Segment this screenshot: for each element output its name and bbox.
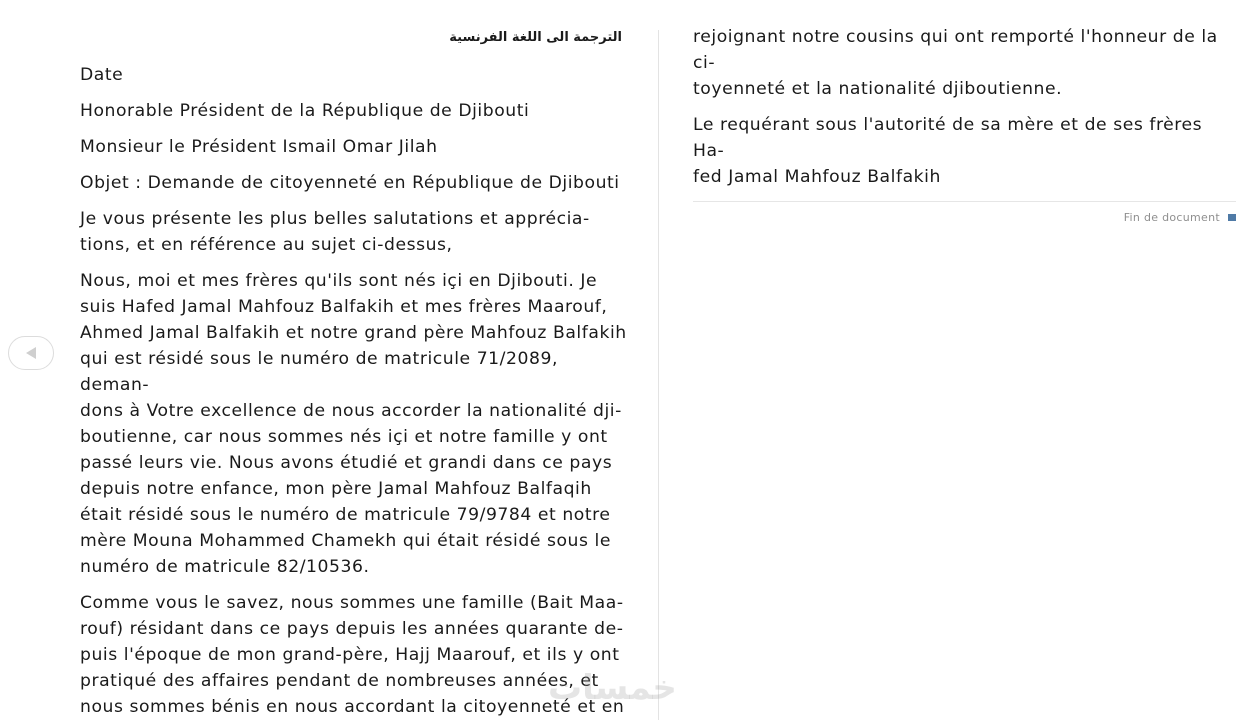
date-line: Date bbox=[80, 65, 124, 85]
text-line: Comme vous le savez, nous sommes une famille (Bait Maa- bbox=[80, 593, 624, 613]
page-right-column bbox=[693, 24, 1238, 224]
text-line: était résidé sous le numéro de matricule 79/9784 et notre bbox=[80, 505, 611, 525]
text-line: boutienne, car nous sommes nés içi et notre famille y ont bbox=[80, 427, 608, 447]
text-line: toyenneté et la nationalité djiboutienne. bbox=[693, 79, 1063, 99]
body-paragraph bbox=[693, 112, 1238, 190]
text-line: Je vous présente les plus belles salutations et apprécia- bbox=[80, 209, 590, 229]
text-line: nous sommes bénis en nous accordant la citoyenneté et en bbox=[80, 697, 625, 717]
chevron-left-icon bbox=[23, 345, 39, 361]
text-line: Nous, moi et mes frères qu'ils sont nés içi en Djibouti. Je bbox=[80, 271, 598, 291]
page-left-column bbox=[80, 24, 632, 720]
text-line: numéro de matricule 82/10536. bbox=[80, 557, 370, 577]
recipient-line: Honorable Président de la République de Djibouti bbox=[80, 101, 530, 121]
text-line: fed Jamal Mahfouz Balfakih bbox=[693, 167, 941, 187]
text-line: mère Mouna Mohammed Chamekh qui était résidé sous le bbox=[80, 531, 611, 551]
text-line: puis l'époque de mon grand-père, Hajj Maarouf, et ils y ont bbox=[80, 645, 620, 665]
column-divider bbox=[658, 30, 659, 720]
text-line: passé leurs vie. Nous avons étudié et grandi dans ce pays bbox=[80, 453, 613, 473]
end-of-document bbox=[693, 211, 1238, 224]
end-marker-icon bbox=[1228, 214, 1236, 221]
text-line: Ahmed Jamal Balfakih et notre grand père Mahfouz Balfakih bbox=[80, 323, 627, 343]
end-of-document-label: Fin de document bbox=[1123, 211, 1220, 224]
salutation-line: Monsieur le Président Ismail Omar Jilah bbox=[80, 137, 438, 157]
body-paragraph bbox=[80, 590, 632, 720]
end-divider bbox=[693, 201, 1236, 202]
text-line: depuis notre enfance, mon père Jamal Mahfouz Balfaqih bbox=[80, 479, 592, 499]
text-line: rejoignant notre cousins qui ont remporté l'honneur de la ci- bbox=[693, 27, 1218, 73]
body-paragraph bbox=[80, 268, 632, 580]
text-line: dons à Votre excellence de nous accorder la nationalité dji- bbox=[80, 401, 622, 421]
text-line: Le requérant sous l'autorité de sa mère et de ses frères Ha- bbox=[693, 115, 1203, 161]
watermark-logo: خمسات bbox=[548, 668, 677, 708]
arabic-translation-title: الترجمة الى اللغة الفرنسية bbox=[449, 30, 622, 45]
body-paragraph bbox=[693, 24, 1238, 102]
previous-page-button[interactable] bbox=[8, 336, 54, 370]
text-line: qui est résidé sous le numéro de matricule 71/2089, deman- bbox=[80, 349, 558, 395]
text-line: tions, et en référence au sujet ci-dessus, bbox=[80, 235, 453, 255]
subject-line: Objet : Demande de citoyenneté en République de Djibouti bbox=[80, 173, 620, 193]
text-line: suis Hafed Jamal Mahfouz Balfakih et mes frères Maarouf, bbox=[80, 297, 608, 317]
text-line: pratiqué des affaires pendant de nombreuses années, et bbox=[80, 671, 599, 691]
text-line: rouf) résidant dans ce pays depuis les années quarante de- bbox=[80, 619, 624, 639]
body-paragraph bbox=[80, 206, 632, 258]
